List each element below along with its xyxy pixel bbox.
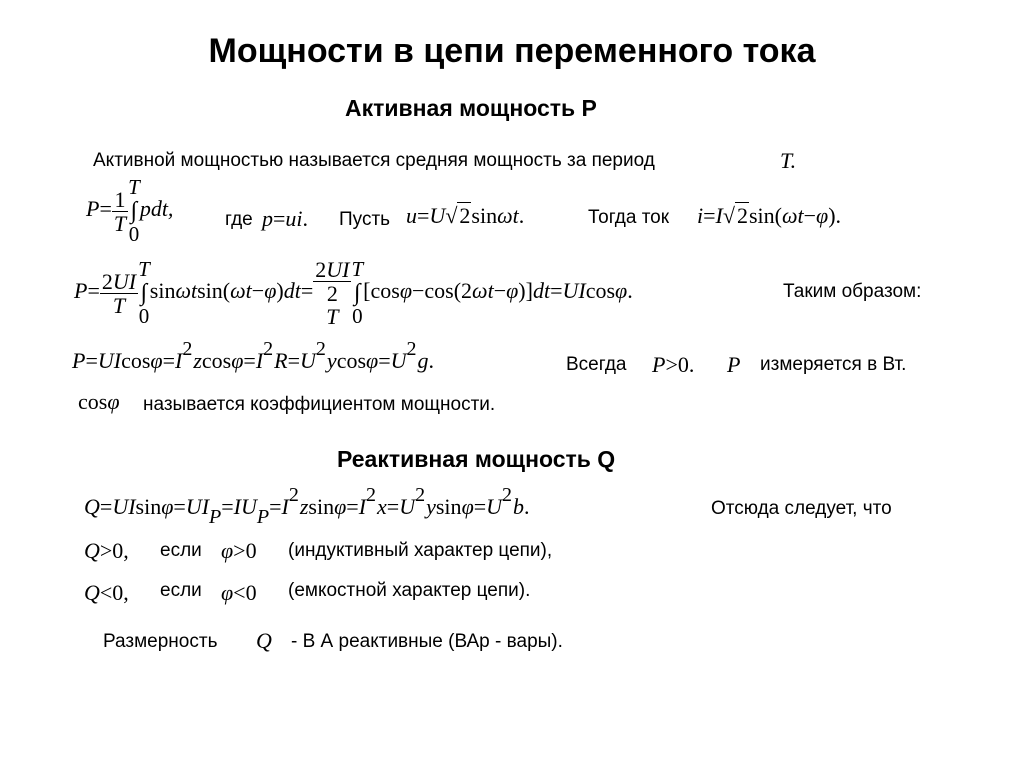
inductive-label: (индуктивный характер цепи), xyxy=(288,540,553,561)
cos-phi-formula: cosφ xyxy=(78,389,120,414)
togda-tok-label: Тогда ток xyxy=(588,207,670,228)
period-symbol-formula: T. xyxy=(780,148,797,173)
capacitive-label: (емкостной характер цепи). xyxy=(288,580,531,601)
vsegda-label: Всегда xyxy=(566,354,627,375)
positive-power-formula: P>0. xyxy=(652,352,695,377)
otsyuda-label: Отсюда следует, что xyxy=(711,498,892,519)
gde-label: где xyxy=(225,209,253,230)
p-symbol-formula: P xyxy=(727,352,741,377)
razmernost-label: Размерность xyxy=(103,631,218,652)
active-power-forms-formula: P=UIcosφ=I2zcosφ=I2R=U2ycosφ=U2g. xyxy=(72,338,434,373)
phi-positive-formula: φ>0 xyxy=(221,538,257,563)
voltage-formula: u=U√2sinωt. xyxy=(406,203,525,228)
instant-power-formula: p=ui. xyxy=(262,206,309,231)
power-factor-label: называется коэффициентом мощности. xyxy=(143,394,496,415)
reactive-power-forms-formula: Q=UIsinφ=UIP=IUP=I2zsinφ=I2x=U2ysinφ=U2b. xyxy=(84,484,530,528)
takim-obrazom-label: Таким образом: xyxy=(783,281,922,302)
reactive-power-heading: Реактивная мощность Q xyxy=(337,446,616,472)
phi-negative-formula: φ<0 xyxy=(221,580,257,605)
active-power-heading: Активная мощность P xyxy=(345,95,597,121)
active-power-derivation-formula: P= $\frac{2UI}{T}$ T ∫ 0 sinωtsin(ωt−φ)dt= 2UI 2 T T ∫ 0 [cosφ−cos(2ωt−φ)]dt=UIcosφ. xyxy=(74,257,633,330)
q-symbol-formula: Q xyxy=(256,628,272,653)
q-positive-formula: Q>0, xyxy=(84,538,129,563)
active-definition-text: Активной мощностью называется средняя мощность за период xyxy=(93,150,655,171)
q-negative-formula: Q<0, xyxy=(84,580,129,605)
var-units-label: - В А реактивные (ВАр - вары). xyxy=(291,631,563,652)
esli-label-1: если xyxy=(160,540,202,561)
izmeryaetsya-label: измеряется в Вт. xyxy=(760,354,907,375)
current-formula: i=I√2sin(ωt−φ). xyxy=(697,203,842,228)
pust-label: Пусть xyxy=(339,209,391,230)
page-title: Мощности в цепи переменного тока xyxy=(208,32,816,70)
esli-label-2: если xyxy=(160,580,202,601)
average-power-formula: P= $\frac{1}{T}$ T ∫ 0 pdt, xyxy=(86,175,174,247)
